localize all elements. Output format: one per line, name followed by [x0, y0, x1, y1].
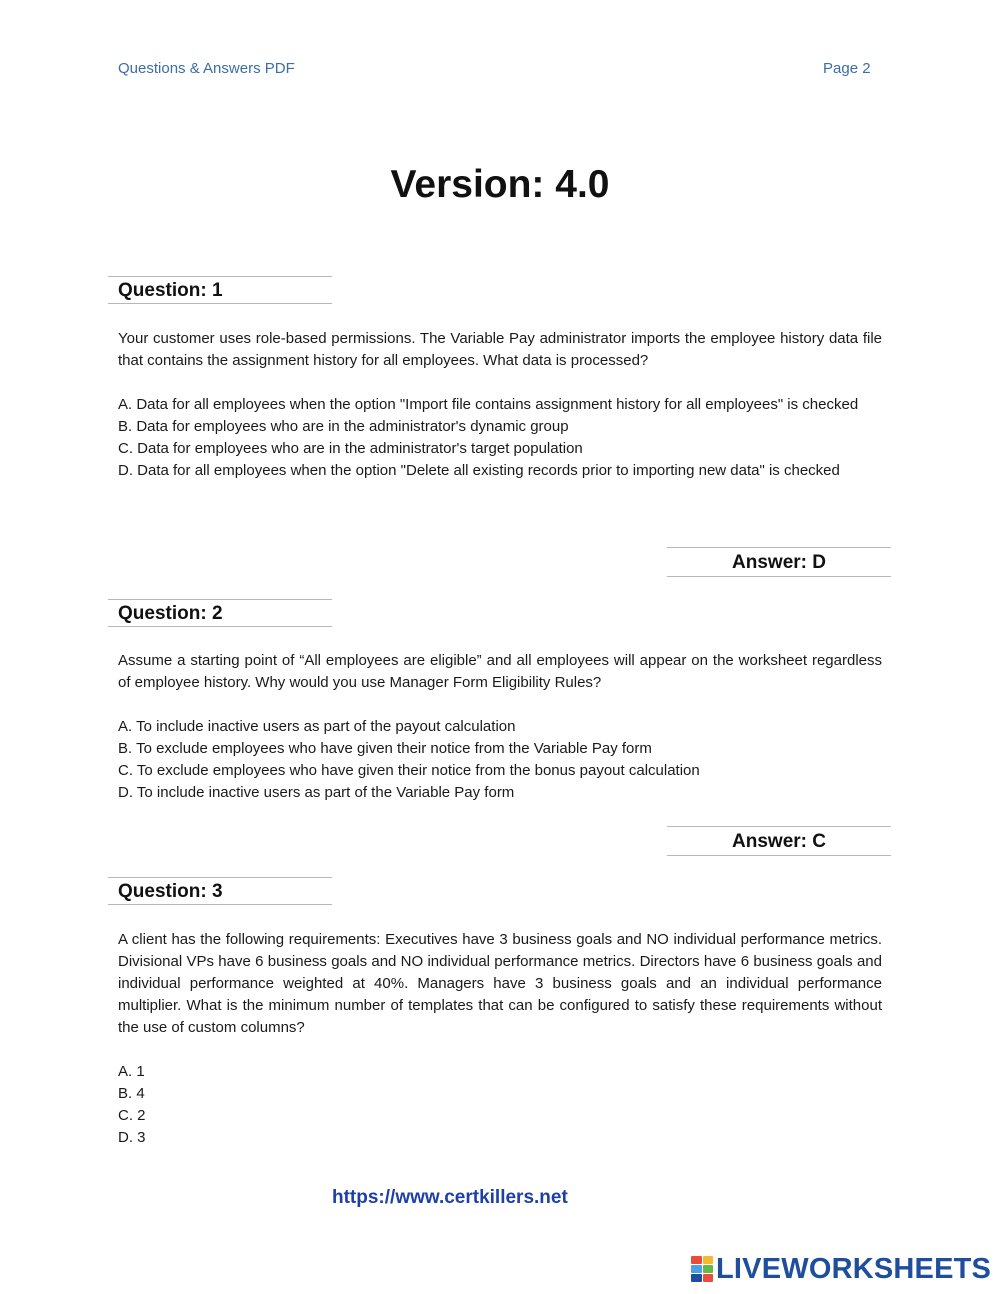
question-2-answer: Answer: C [667, 826, 891, 856]
question-2-option-d: D. To include inactive users as part of the Variable Pay form [118, 784, 515, 801]
question-1-option-c: C. Data for employees who are in the administrator's target population [118, 440, 583, 457]
liveworksheets-brand[interactable] [691, 1252, 991, 1286]
question-3-body [118, 929, 882, 1149]
question-2-text: Assume a starting point of “All employees are eligible” and all employees will appear on the worksheet regardless of employee history. Why would you use Manager Form Eligibility Rules? [118, 652, 882, 691]
question-3-heading: Question: 3 [108, 877, 332, 905]
liveworksheets-wordmark: LIVEWORKSHEETS [716, 1252, 992, 1285]
footer-url-link[interactable]: https://www.certkillers.net [332, 1187, 568, 1208]
question-3-option-d: D. 3 [118, 1129, 146, 1146]
question-1-text: Your customer uses role-based permissions. The Variable Pay administrator imports the employee history data file that contains the assignment history for all employees. What data is processed? [118, 330, 882, 369]
question-2-option-a: A. To include inactive users as part of the payout calculation [118, 718, 516, 735]
question-1-option-b: B. Data for employees who are in the administrator's dynamic group [118, 418, 569, 435]
question-1-option-a: A. Data for all employees when the option "Import file contains assignment history for all employees" is checked [118, 396, 859, 413]
question-2-option-b: B. To exclude employees who have given their notice from the Variable Pay form [118, 740, 652, 757]
liveworksheets-logo-icon [691, 1256, 713, 1282]
version-title: Version: 4.0 [390, 163, 610, 206]
question-1-body [118, 328, 882, 482]
question-3-option-c: C. 2 [118, 1107, 146, 1124]
question-1-answer: Answer: D [667, 547, 891, 577]
question-3-option-a: A. 1 [118, 1063, 145, 1080]
question-3-option-b: B. 4 [118, 1085, 145, 1102]
question-2-option-c: C. To exclude employees who have given their notice from the bonus payout calculation [118, 762, 700, 779]
question-2-body [118, 650, 882, 804]
page-number: Page 2 [823, 60, 871, 77]
question-1-heading: Question: 1 [108, 276, 332, 304]
header-title: Questions & Answers PDF [118, 60, 295, 77]
question-3-text: A client has the following requirements: Executives have 3 business goals and NO individual performance metrics. Divisional VPs have 6 business goals and NO individual performance metrics. Directors have 6 business goals and individual performance weighted at 40%. Managers have 3 business goals and an individual performance multiplier. What is the minimum number of templates that can be configured to satisfy these requirements without the use of custom columns? [118, 931, 882, 1036]
question-1-option-d: D. Data for all employees when the option "Delete all existing records prior to importing new data" is checked [118, 462, 840, 479]
question-2-heading: Question: 2 [108, 599, 332, 627]
